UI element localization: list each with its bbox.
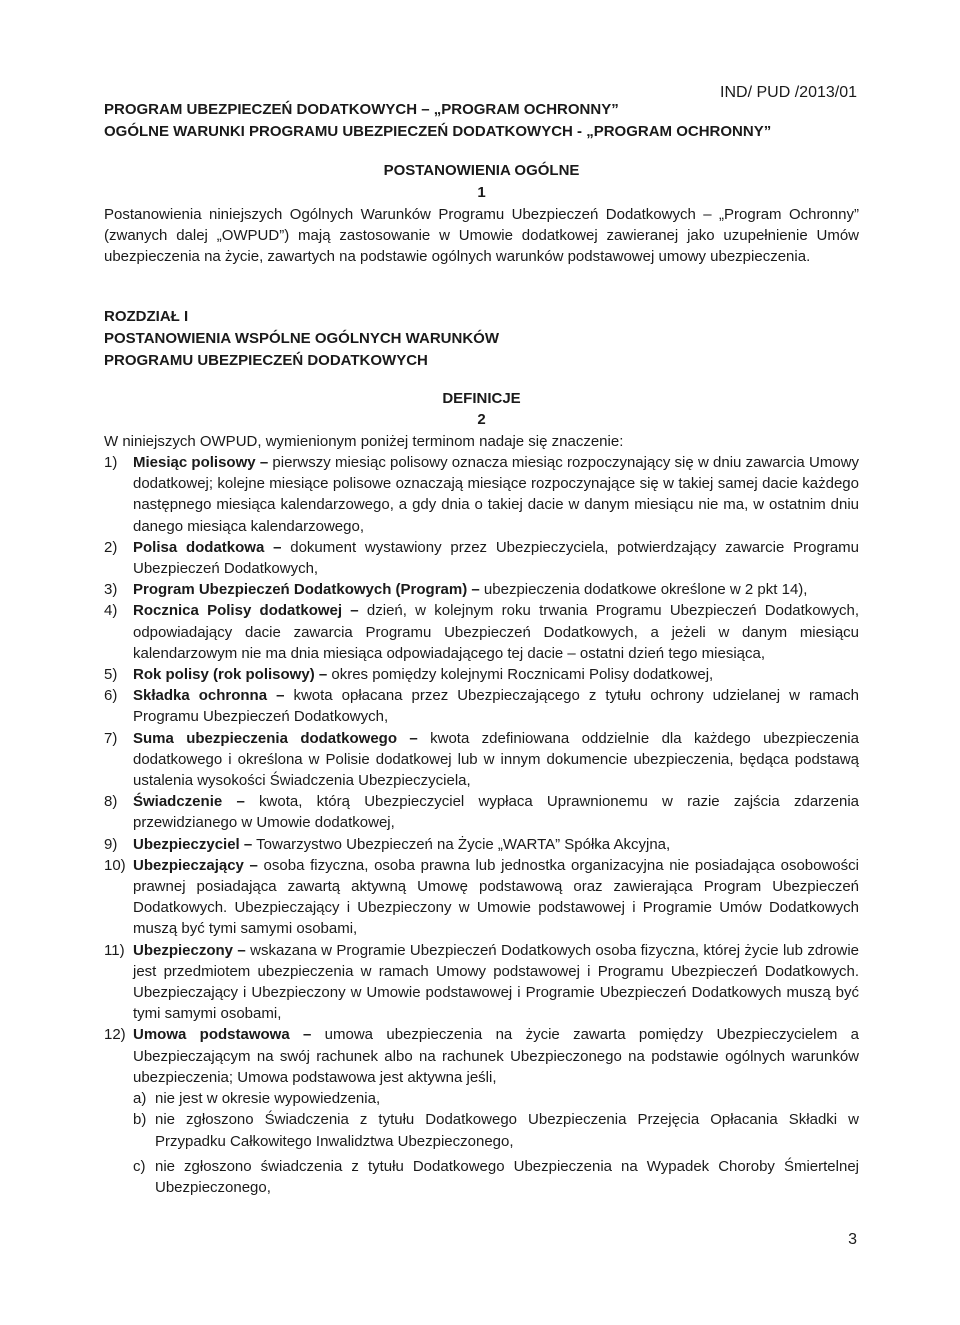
sub-item-letter: b) <box>133 1111 147 1129</box>
definition-term: Ubezpieczający – <box>133 856 258 874</box>
section-2-number: 2 <box>477 411 486 428</box>
item-number: 8) <box>104 793 118 811</box>
definition-item <box>104 791 859 833</box>
definition-text: dokument wystawiony przez Ubezpieczyciela, potwierdzający zawarcie Programu Ubezpieczeń Dodatkowych, <box>133 538 859 578</box>
definition-text: dzień, w kolejnym roku trwania Programu Ubezpieczeń Dodatkowych, odpowiadający dacie zawarcia Programu Ubezpieczeń Dodatkowych, a jeżeli w danym miesiącu kalendarzowym nie ma dnia miesiąca odpowiadającego tej dacie – ostatni dzień tego miesiąca, <box>133 602 859 662</box>
definition-item <box>104 452 859 537</box>
item-number: 6) <box>104 687 118 705</box>
section-1-number: 1 <box>477 184 486 201</box>
definition-text: okres pomiędzy kolejnymi Rocznicami Polisy dodatkowej, <box>331 666 714 684</box>
definition-item <box>104 537 859 579</box>
definition-item <box>104 834 859 855</box>
header-line-1: PROGRAM UBEZPIECZEŃ DODATKOWYCH – „PROGRAM OCHRONNY” <box>104 101 619 118</box>
sub-item <box>133 1156 859 1198</box>
definition-text: ubezpieczenia dodatkowe określone w 2 pkt 14), <box>483 581 808 599</box>
sub-item-letter: c) <box>133 1157 146 1175</box>
item-number: 9) <box>104 835 118 853</box>
definition-item <box>104 855 859 940</box>
general-provisions-title: POSTANOWIENIA OGÓLNE <box>383 162 580 179</box>
section-2-heading <box>104 410 859 430</box>
chapter-label: ROZDZIAŁ I <box>104 308 189 325</box>
definitions-list <box>104 452 859 1198</box>
definition-term: Rocznica Polisy dodatkowej – <box>133 602 359 620</box>
header-line-2: OGÓLNE WARUNKI PROGRAMU UBEZPIECZEŃ DODATKOWYCH - „PROGRAM OCHRONNY” <box>104 123 772 140</box>
definition-text: Towarzystwo Ubezpieczeń na Życie „WARTA” Spółka Akcyjna, <box>256 835 671 853</box>
definition-item <box>104 1024 859 1088</box>
definition-text: wskazana w Programie Ubezpieczeń Dodatkowych osoba fizyczna, której życie lub zdrowie jest przedmiotem ubezpieczenia w ramach Umowy podstawowej i Programu Ubezpieczeń Dodatkowych. Ubezpieczający i Ubezpieczony w Umowie podstawowej i Programie Ubezpieczeń Dodatkowych muszą być tymi samymi osobami, <box>133 941 860 1023</box>
definition-text: umowa ubezpieczenia na życie zawarta pomiędzy Ubezpieczycielem a Ubezpieczającym na swój rachunek albo na rachunek Ubezpieczonego na podstawie ogólnych warunków ubezpieczenia; Umowa podstawowa jest aktywna jeśli, <box>133 1026 859 1086</box>
definition-item <box>104 728 859 792</box>
definition-term: Ubezpieczyciel – <box>133 835 253 853</box>
item-number: 3) <box>104 581 118 599</box>
chapter-title-2: PROGRAMU UBEZPIECZEŃ DODATKOWYCH <box>104 352 428 369</box>
definition-item <box>104 685 859 727</box>
item-number: 2) <box>104 538 118 556</box>
sub-item-text: nie zgłoszono świadczenia z tytułu Dodatkowego Ubezpieczenia na Wypadek Choroby Śmiertelnej Ubezpieczonego, <box>155 1157 859 1196</box>
item-number: 1) <box>104 454 118 471</box>
definition-term: Program Ubezpieczeń Dodatkowych (Program) – <box>133 581 480 599</box>
definition-term: Świadczenie – <box>133 793 245 811</box>
chapter-heading <box>104 306 859 372</box>
sub-item-text: nie jest w okresie wypowiedzenia, <box>155 1090 381 1108</box>
chapter-title-1: POSTANOWIENIA WSPÓLNE OGÓLNYCH WARUNKÓW <box>104 330 499 347</box>
document-header <box>104 99 859 143</box>
sub-item-text: nie zgłoszono Świadczenia z tytułu Dodatkowego Ubezpieczenia Przejęcia Opłacania Składki w Przypadku Całkowitego Inwalidztwa Ubezpieczonego, <box>155 1111 859 1150</box>
sub-item <box>133 1109 859 1151</box>
definitions-title: DEFINICJE <box>442 390 521 407</box>
definition-term: Ubezpieczony – <box>133 941 246 959</box>
item-number: 11) <box>104 941 125 959</box>
definition-text: osoba fizyczna, osoba prawna lub jednostka organizacyjna nie posiadająca osobowości prawnej posiadająca zawartą aktywną Umowę podstawową oraz zawierająca Program Ubezpieczeń Dodatkowych. Ubezpieczający i Ubezpieczony w Umowie podstawowej i Programie Umów Dodatkowych muszą być tymi samymi osobami, <box>133 856 859 938</box>
item-number: 5) <box>104 666 118 684</box>
definition-text: kwota opłacana przez Ubezpieczającego z tytułu ochrony udzielanej w ramach Programu Ubezpieczeń Dodatkowych, <box>133 687 860 726</box>
item-number: 10) <box>104 856 126 874</box>
section-1-heading <box>104 183 859 203</box>
definition-item <box>104 579 859 600</box>
definition-term: Umowa podstawowa – <box>133 1026 312 1044</box>
definition-item <box>104 600 859 664</box>
item-number: 12) <box>104 1026 126 1044</box>
definition-text: kwota zdefiniowana oddzielnie dla każdego ubezpieczenia dodatkowego i określona w Polisie dodatkowej lub w innym dokumencie ubezpieczenia, będąca podstawą ustalenia wysokości Świadczenia Ubezpieczyciela, <box>133 729 859 790</box>
page-number: 3 <box>848 1231 857 1248</box>
item-number: 4) <box>104 602 118 620</box>
sub-item-letter: a) <box>133 1090 147 1108</box>
general-provisions-text: Postanowienia niniejszych Ogólnych Warunków Programu Ubezpieczeń Dodatkowych – „Program Ochronny” (zwanych dalej „OWPUD”) mają zastosowanie w Umowie dodatkowej zawieranej jako uzupełnienie Umów ubezpieczenia na życie, zawartych na podstawie ogólnych warunków podstawowej umowy ubezpieczenia. <box>104 206 859 266</box>
document-code: IND/ PUD /2013/01 <box>720 84 857 101</box>
definition-term: Suma ubezpieczenia dodatkowego – <box>133 729 418 747</box>
sub-item <box>133 1088 859 1109</box>
definition-item <box>104 940 859 1025</box>
definition-term: Rok polisy (rok polisowy) – <box>133 666 328 684</box>
definition-text: kwota, którą Ubezpieczyciel wypłaca Uprawnionemu w razie zajścia zdarzenia przewidzianego w Umowie dodatkowej, <box>133 793 860 832</box>
definition-term: Polisa dodatkowa – <box>133 538 282 556</box>
definitions-intro: W niniejszych OWPUD, wymienionym poniżej terminom nadaje się znaczenie: <box>104 433 624 450</box>
definition-item <box>104 664 859 685</box>
item-number: 7) <box>104 729 118 747</box>
definition-text: pierwszy miesiąc polisowy oznacza miesiąc rozpoczynający się w dniu zawarcia Umowy dodatkowej; kolejne miesiące polisowe oznaczają miesiące rozpoczynające się w takiej samej dacie każdego następnego miesiąca kalendarzowego, a gdy dnia o takiej dacie w danym miesiącu nie ma, w ostatnim dniu danego miesiąca kalendarzowego, <box>133 454 859 535</box>
definition-term: Składka ochronna – <box>133 687 285 705</box>
definition-term: Miesiąc polisowy – <box>133 454 269 471</box>
